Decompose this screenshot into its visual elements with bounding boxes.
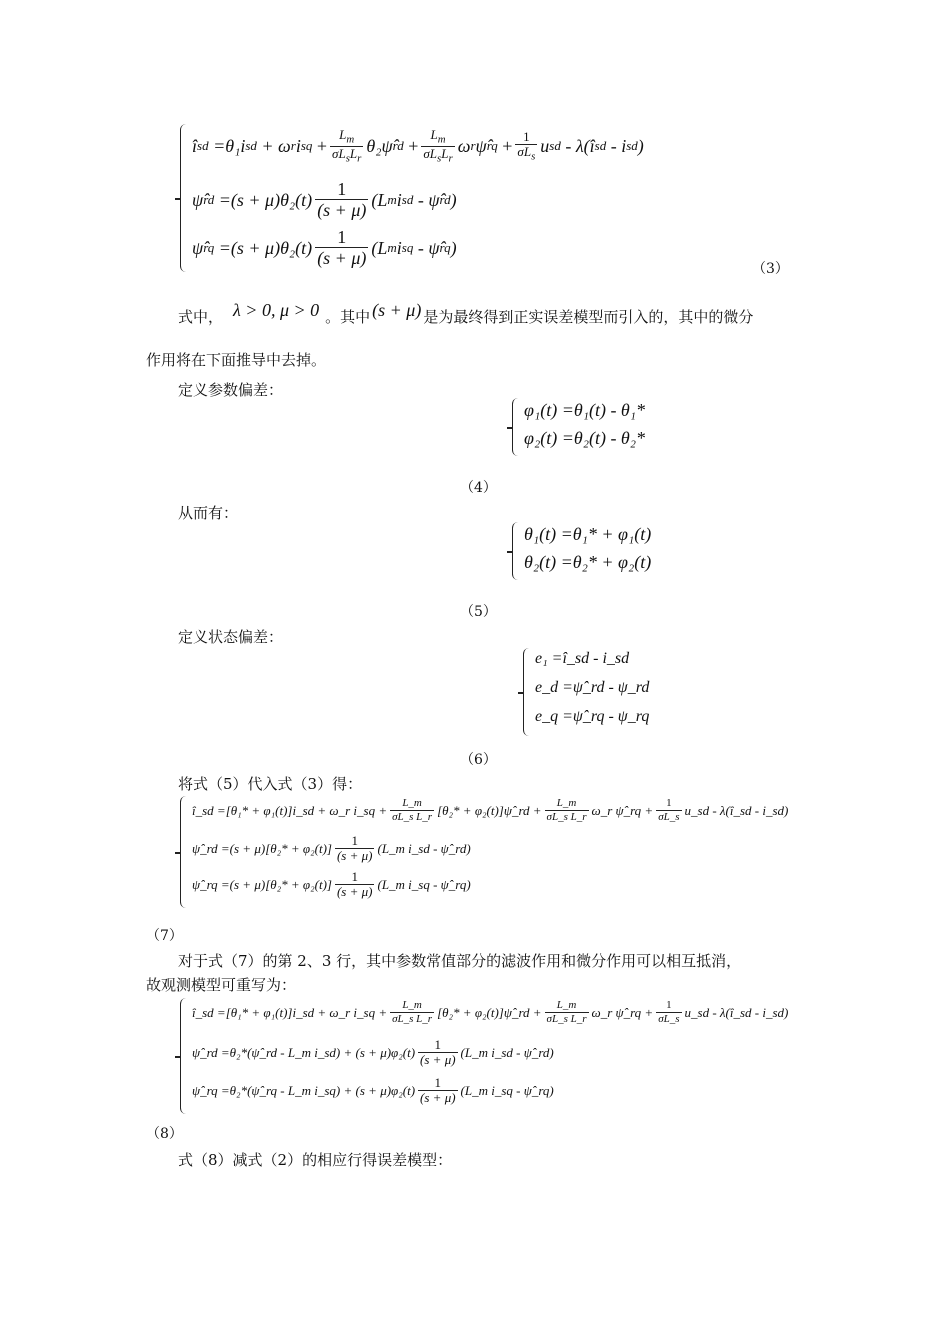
final-sentence: 式（8）减式（2）的相应行得误差模型： — [178, 1151, 453, 1169]
fraction: $\frac{L_m}{\sigma L_sL_r}$ — [332, 127, 362, 165]
define-parameter-deviation: 定义参数偏差： — [178, 381, 284, 399]
equation-6-brace — [523, 648, 532, 736]
equation-3-row-3: ψ̂ rq =(s + μ)θ₂(t) $\frac{1}{(s + \mu)}$ (L m i sq - ψ̂ rq ) — [192, 227, 457, 268]
equation-7-brace — [180, 796, 189, 908]
equation-3-row-2: ψ̂ rd =(s + μ)θ₂(t) $\frac{1}{(s + \mu)}$ (L m i sd - ψ̂ rd ) — [192, 179, 457, 220]
equation-6-row-3: e_q =ψ̂_rq - ψ_rq — [535, 708, 650, 725]
fraction: $\frac{L\_m}{\text{σL\_s L\_r}}$ — [392, 797, 433, 823]
fraction: $\frac{1}{(s + \mu)}$ — [420, 1037, 456, 1067]
equation-6-number: （6） — [460, 752, 497, 768]
equation-8 — [180, 998, 789, 1114]
equation-5-row-2: θ₂(t) =θ₂* + φ₂(t) — [524, 552, 652, 572]
paragraph-cancel-line-1: 对于式（7）的第 2、3 行，其中参数常值部分的滤波作用和微分作用可以相互抵消， — [178, 952, 742, 970]
paragraph-cancel-line-2: 故观测模型可重写为： — [146, 976, 297, 994]
fraction: $\frac{L\_m}{\text{σL\_s L\_r}}$ — [546, 999, 587, 1025]
equation-3-row-1: î sd =θ₁i sd + ω r i sq + $\frac{L_m}{\sigma L_sL_r}$ θ₂ψ̂ rd + $\frac{L_m}{\sigma L_sL_r}$ ω r ψ̂ rq + $\frac{1}{\sigma L_s}$ u sd - λ(î sd - i sd ) — [192, 127, 644, 165]
fraction: $\frac{L\_m}{\text{σL\_s L\_r}}$ — [392, 999, 433, 1025]
equation-7-row-3: ψ̂_rq =(s + μ)[θ₂* + φ₂(t)] $\frac{1}{(s + \mu)}$ (L_m i_sq - ψ̂_rq) — [192, 869, 471, 899]
equation-4-brace — [512, 398, 521, 456]
equation-4 — [512, 398, 692, 456]
fraction: $\frac{1}{\sigma L\_s}$ — [658, 999, 680, 1025]
equation-8-number: （8） — [146, 1126, 183, 1142]
equation-4-row-1: φ₁(t) =θ₁(t) - θ₁* — [524, 400, 646, 420]
equation-3-number: （3） — [752, 261, 789, 277]
equation-8-row-2: ψ̂_rd =θ₂*(ψ̂_rd - L_m i_sd) + (s + μ)φ₂(t) $\frac{1}{(s + \mu)}$ (L_m i_sd - ψ̂_rd) — [192, 1037, 554, 1067]
equation-3 — [180, 124, 740, 272]
equation-6-row-1: e₁ =î_sd - i_sd — [535, 650, 630, 667]
fraction: $\frac{1}{(s + \mu)}$ — [317, 227, 367, 268]
equation-8-row-3: ψ̂_rq =θ₂*(ψ̂_rq - L_m i_sq) + (s + μ)φ₂(t) $\frac{1}{(s + \mu)}$ (L_m i_sq - ψ̂_rq) — [192, 1075, 554, 1105]
equation-7-number: （7） — [146, 928, 183, 944]
equation-7 — [180, 796, 789, 908]
fraction: $\frac{L_m}{\sigma L_sL_r}$ — [423, 127, 453, 165]
substitute-sentence: 将式（5）代入式（3）得： — [178, 775, 363, 793]
fraction: $\frac{1}{(s + \mu)}$ — [336, 833, 373, 863]
equation-4-number: （4） — [460, 480, 497, 496]
fraction: $\frac{1}{(s + \mu)}$ — [317, 179, 367, 220]
equation-8-brace — [180, 998, 189, 1114]
equation-7-row-1: î_sd =[θ₁* + φ₁(t)]i_sd + ω_r i_sq + $\frac{L\_m}{\text{σL\_s L\_r}}$ [θ₂* + φ₂(t)]ψ̂_rd + $\frac{L\_m}{\text{σL\_s L\_r}}$ ω_r ψ̂_rq + $\frac{1}{\sigma L\_s}$ u_sd - λ(î_sd - i_sd) — [192, 797, 789, 823]
equation-6 — [523, 648, 683, 736]
equation-8-row-1: î_sd =[θ₁* + φ₁(t)]i_sd + ω_r i_sq + $\frac{L\_m}{\text{σL\_s L\_r}}$ [θ₂* + φ₂(t)]ψ̂_rd + $\frac{L\_m}{\text{σL\_s L\_r}}$ ω_r ψ̂_rq + $\frac{1}{\sigma L\_s}$ u_sd - λ(î_sd - i_sd) — [192, 999, 789, 1025]
equation-6-row-2: e_d =ψ̂_rd - ψ_rd — [535, 679, 650, 696]
fraction: $\frac{1}{(s + \mu)}$ — [336, 869, 373, 899]
equation-4-row-2: φ₂(t) =θ₂(t) - θ₂* — [524, 428, 646, 448]
fraction: $\frac{1}{\sigma L_s}$ — [517, 129, 536, 163]
paragraph-conditions-line-2: 作用将在下面推导中去掉。 — [146, 351, 327, 369]
thus-have: 从而有： — [178, 504, 239, 522]
define-state-deviation: 定义状态偏差： — [178, 628, 284, 646]
equation-5-row-1: θ₁(t) =θ₁* + φ₁(t) — [524, 524, 652, 544]
equation-3-brace — [180, 124, 189, 272]
fraction: $\frac{1}{\sigma L\_s}$ — [658, 797, 680, 823]
fraction: $\frac{1}{(s + \mu)}$ — [420, 1075, 456, 1105]
equation-5-brace — [512, 522, 521, 580]
paragraph-conditions: 式中， λ > 0, μ > 0 。其中 (s + μ) 是为最终得到正实误差模型而引入的，其中的微分 — [178, 300, 754, 326]
equation-5-number: （5） — [460, 604, 497, 620]
fraction: $\frac{L\_m}{\text{σL\_s L\_r}}$ — [546, 797, 587, 823]
equation-5 — [512, 522, 692, 580]
equation-7-row-2: ψ̂_rd =(s + μ)[θ₂* + φ₂(t)] $\frac{1}{(s + \mu)}$ (L_m i_sd - ψ̂_rd) — [192, 833, 471, 863]
